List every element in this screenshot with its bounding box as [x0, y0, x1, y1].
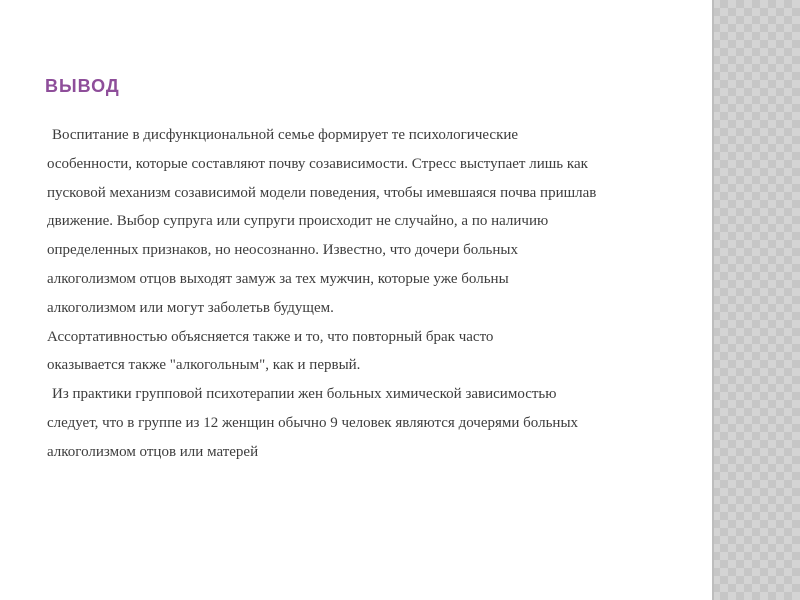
slide-title: ВЫВОД	[45, 76, 120, 96]
body-line: алкоголизмом отцов или матерей	[47, 443, 259, 460]
body-line: пусковой механизм созависимой модели поведения, чтобы имевшаяся почва пришлав	[47, 184, 597, 201]
body-line: следует, что в группе из 12 женщин обычно 9 человек являются дочерями больных	[47, 414, 579, 431]
body-line: алкоголизмом отцов выходят замуж за тех мужчин, которые уже больны	[47, 270, 509, 287]
slide-body	[47, 121, 707, 467]
body-line: движение. Выбор супруга или супруги происходит не случайно, а по наличию	[47, 213, 549, 230]
body-line: Воспитание в дисфункциональной семье формирует те психологические	[52, 127, 519, 143]
decorative-side-panel	[712, 0, 800, 600]
body-line: оказывается также "алкогольным", как и первый.	[47, 357, 361, 374]
body-line: Из практики групповой психотерапии жен больных химической зависимостью	[52, 386, 557, 403]
body-line: определенных признаков, но неосознанно. Известно, что дочери больных	[47, 242, 518, 259]
body-line: алкоголизмом или могут заболетьв будущем.	[47, 299, 334, 316]
body-line: Ассортативностью объясняется также и то, что повторный брак часто	[47, 328, 494, 345]
body-line: особенности, которые составляют почву созависимости. Стресс выступает лишь как	[47, 155, 588, 172]
